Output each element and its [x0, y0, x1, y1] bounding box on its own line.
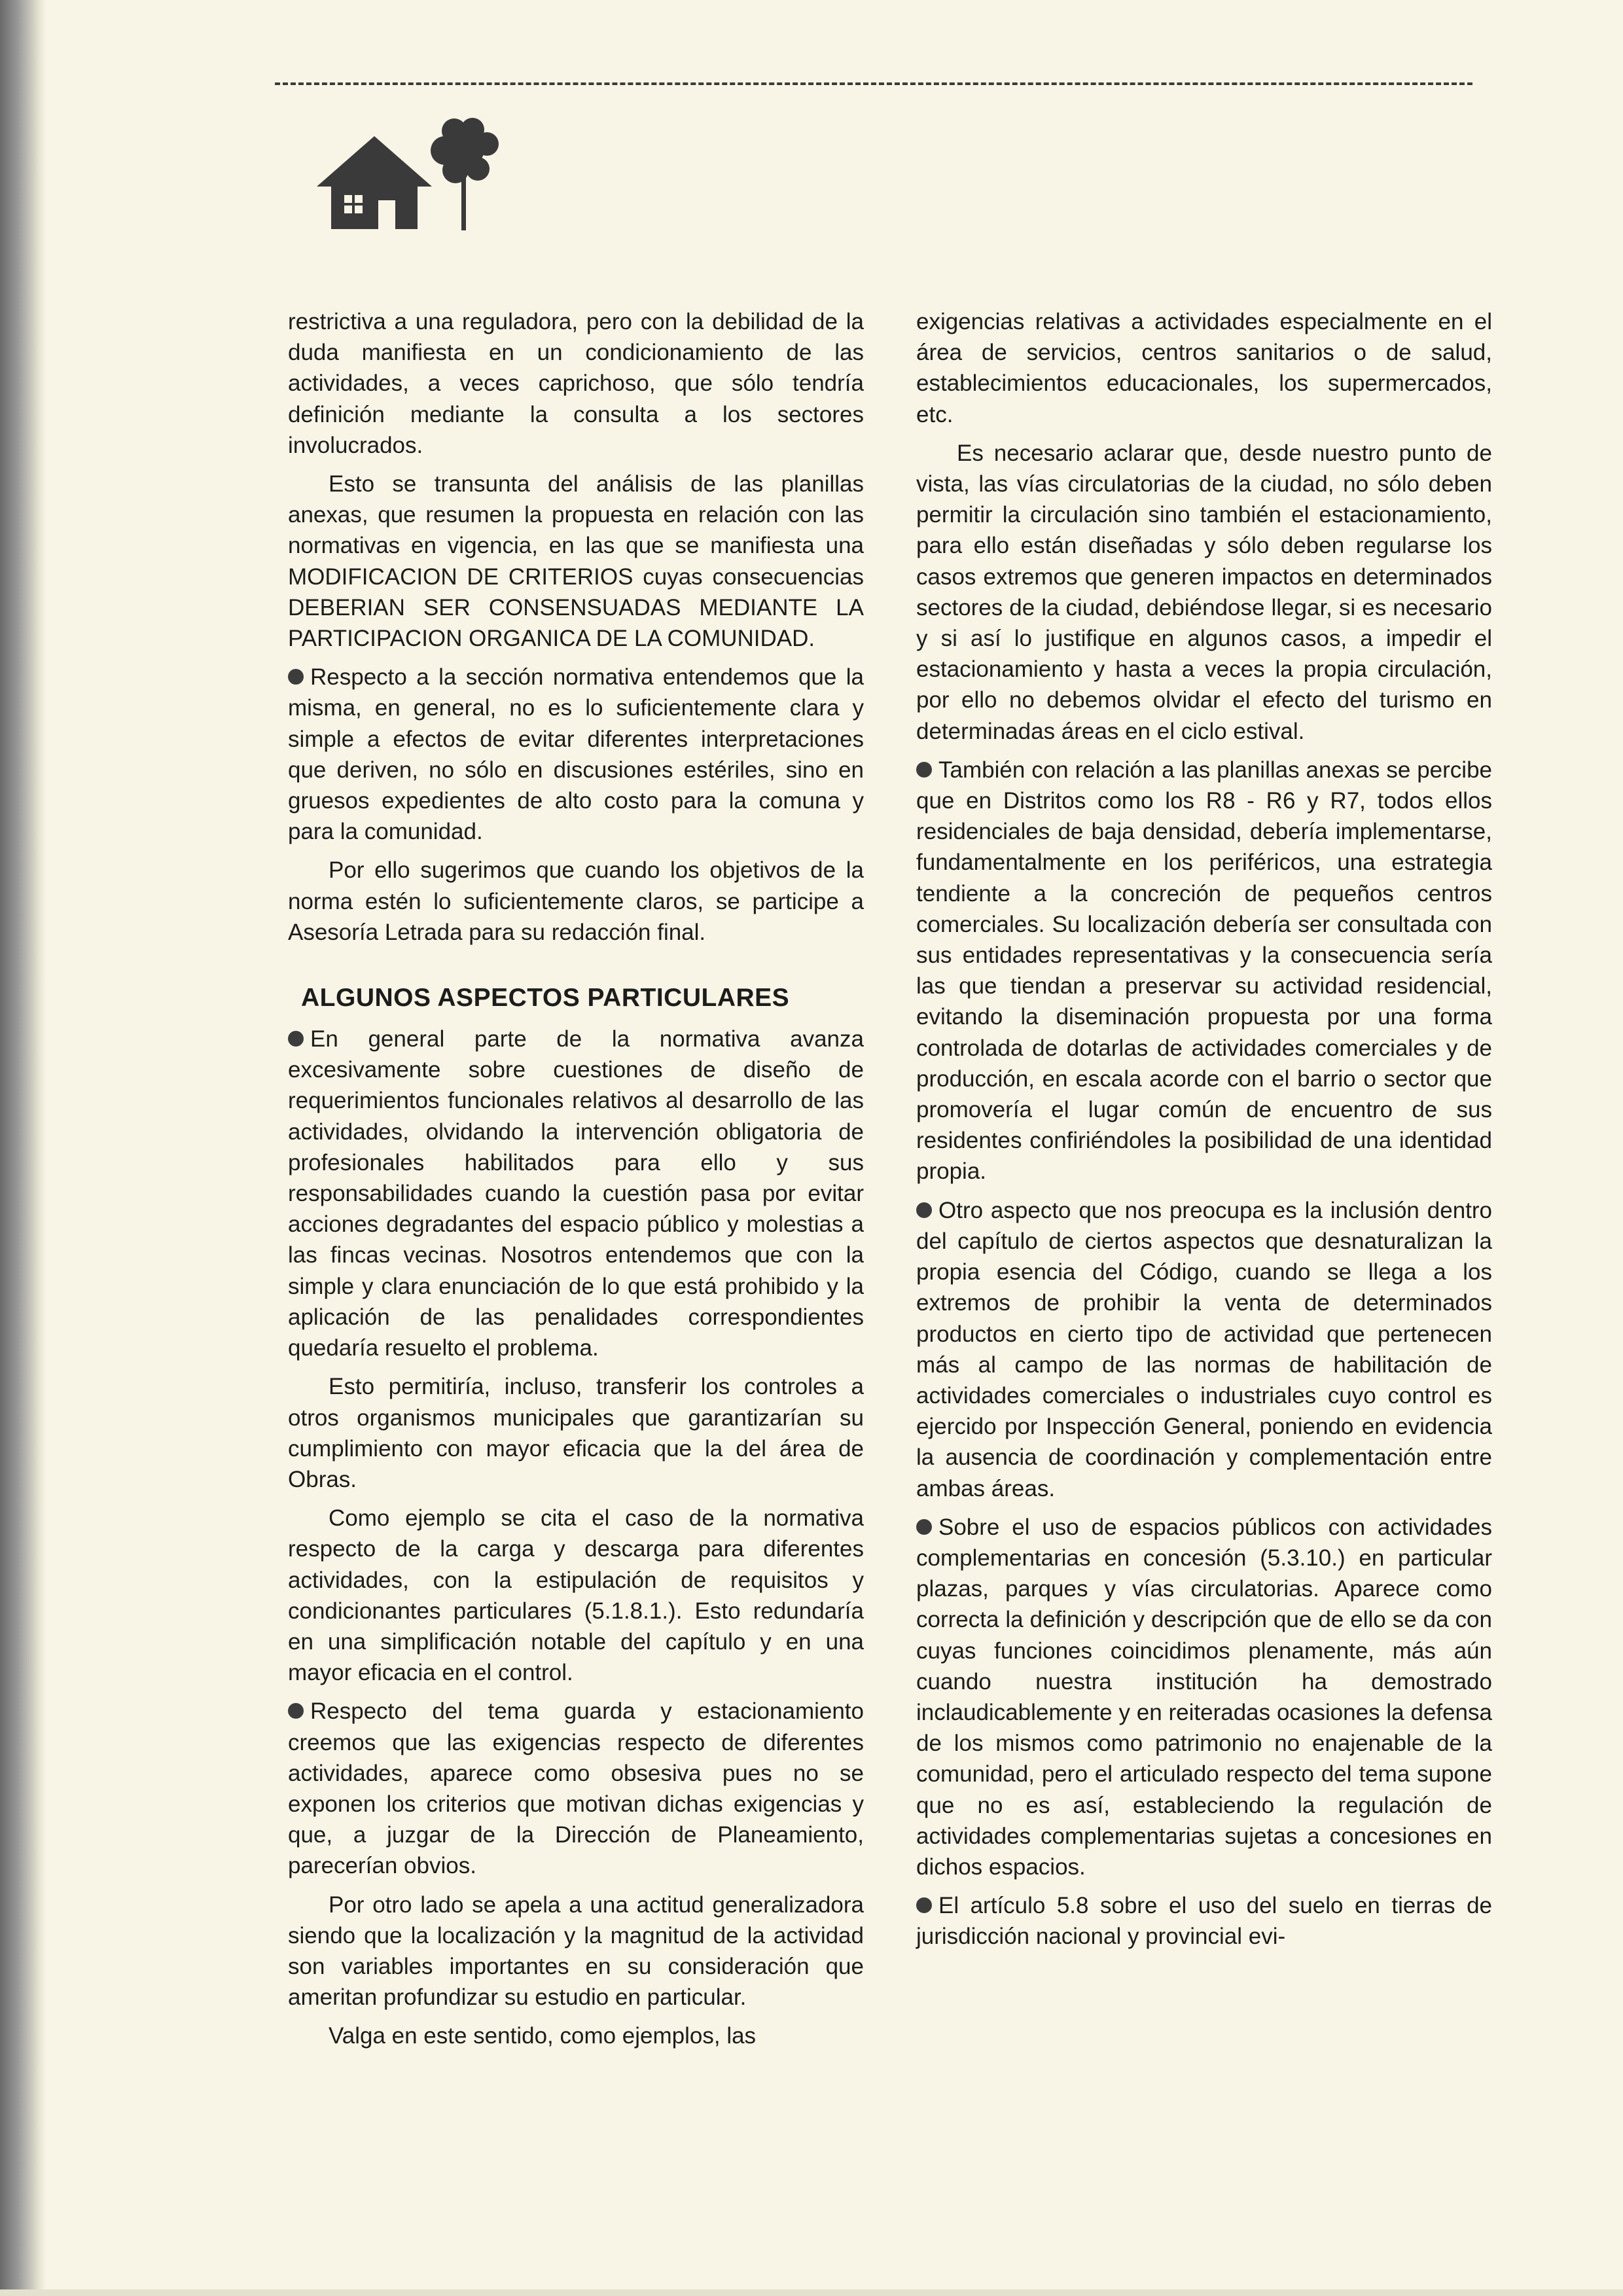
bullet-paragraph: [916, 1195, 1492, 1504]
paragraph-text: También con relación a las planillas anexas se percibe que en Distritos como los R8 - R6 y R7, todos ellos residenciales de baja densidad, debería implementarse, fundamentalmente en los periféricos, una estrategia tendiente a la concreción de pequeños centros comerciales. Su localización debería ser consultada con sus entidades representativas y la consecuencia sería las que tiendan a preservar su actividad residencial, evitando la diseminación propuesta por una forma controlada de dotarlas de actividades comerciales y de producción, en escala acorde con el barrio o sector que promovería el lugar común de encuentro de sus residentes confiriéndoles la posibilidad de una identidad propia.: [916, 757, 1492, 1185]
paragraph: Por otro lado se apela a una actitud generalizadora siendo que la localización y la magnitud de la actividad son variables importantes en su consideración que ameritan profundizar su estudio en particular.: [288, 1892, 864, 2011]
paragraph: Es necesario aclarar que, desde nuestro punto de vista, las vías circulatorias de la ciudad, no sólo deben permitir la circulación sino también el estacionamiento, para ello están diseñadas y sólo deben regularse los casos extremos que generen impactos en determinados sectores de la ciudad, debiéndose llegar, si es necesario y si así lo justifique en algunos casos, a impedir el estacionamiento y hasta a veces la propia circulación, por ello no debemos olvidar el efecto del turismo en determinadas áreas en el ciclo estival.: [916, 440, 1492, 744]
left-column: [288, 306, 864, 2060]
bullet-icon: [916, 1519, 932, 1535]
section-heading: ALGUNOS ASPECTOS PARTICULARES: [301, 984, 790, 1013]
bullet-paragraph: [916, 1890, 1492, 1952]
bullet-paragraph: [288, 1024, 864, 1363]
bullet-icon: [288, 669, 304, 685]
right-column: [916, 306, 1492, 1960]
bullet-icon: [916, 1897, 932, 1913]
paragraph: Esto se transunta del análisis de las planillas anexas, que resumen la propuesta en relación con las normativas en vigencia, en las que se manifiesta una MODIFICACION DE CRITERIOS cuyas consecuencias DEBERIAN SER CONSENSUADAS MEDIANTE LA PARTICIPACION ORGANICA DE LA COMUNIDAD.: [288, 471, 864, 652]
paragraph: Como ejemplo se cita el caso de la normativa respecto de la carga y descarga para diferentes actividades, con la estipulación de requisitos y condicionantes particulares (5.1.8.1.). Esto redundaría en una simplificación notable del capítulo y en una mayor eficacia en el control.: [288, 1505, 864, 1686]
bullet-icon: [288, 1703, 304, 1719]
paragraph-text: Sobre el uso de espacios públicos con actividades complementarias en concesión (5.3.10.) en particular plazas, parques y vías circulatorias. Aparece como correcta la definición y descripción que de ello se da con cuyas funciones coincidimos plenamente, más aún cuando nuestra institución ha demostrado inclaudicablemente y en reiteradas ocasiones la defensa de los mismos como patrimonio no enajenable de la comunidad, pero el articulado respecto del tema supone que no es así, estableciendo la regulación de actividades complementarias sujetas a concesiones en dichos espacios.: [916, 1514, 1492, 1880]
page-bottom-edge: [0, 2289, 1623, 2296]
header-rule: [275, 82, 1472, 85]
paragraph: Por ello sugerimos que cuando los objetivos de la norma estén lo suficientemente claros, se participe a Asesoría Letrada para su redacción final.: [288, 857, 864, 945]
paragraph-text: El artículo 5.8 sobre el uso del suelo en tierras de jurisdicción nacional y provincial evi-: [916, 1893, 1492, 1950]
paragraph: restrictiva a una reguladora, pero con la debilidad de la duda manifiesta en un condicionamiento de las actividades, a veces caprichoso, que sólo tendría definición mediante la consulta a los sectores involucrados.: [288, 309, 864, 458]
bullet-icon: [916, 1202, 932, 1218]
paragraph-text: En general parte de la normativa avanza excesivamente sobre cuestiones de diseño de requerimientos funcionales relativos al desarrollo de las actividades, olvidando la intervención obligatoria de profesionales habilitados para ello y sus responsabilidades cuando la cuestión pasa por evitar acciones degradantes del espacio público y molestias a las fincas vecinas. Nosotros entendemos que con la simple y clara enunciación de lo que está prohibido y la aplicación de las penalidades correspondientes quedaría resuelto el problema.: [288, 1026, 864, 1361]
paragraph: Valga en este sentido, como ejemplos, las: [329, 2023, 757, 2049]
bullet-paragraph: [916, 755, 1492, 1187]
paragraph: exigencias relativas a actividades especialmente en el área de servicios, centros sanitarios o de salud, establecimientos educacionales, los supermercados, etc.: [916, 309, 1492, 427]
paragraph-text: Otro aspecto que nos preocupa es la inclusión dentro del capítulo de ciertos aspectos que desnaturalizan la propia esencia del Código, cuando se llega a los extremos de prohibir la venta de determinados productos en cierto tipo de actividad que pertenecen más al campo de las normas de habilitación de actividades comerciales o industriales cuyo control es ejercido por Inspección General, poniendo en evidencia la ausencia de coordinación y complementación entre ambas áreas.: [916, 1197, 1492, 1501]
bullet-icon: [288, 1031, 304, 1047]
bullet-paragraph: [288, 662, 864, 847]
paragraph-text: Respecto del tema guarda y estacionamiento creemos que las exigencias respecto de diferentes actividades, aparece como obsesiva pues no se exponen los criterios que motivan dichas exigencias y que, a juzgar de la Dirección de Planeamiento, parecerían obvios.: [288, 1698, 864, 1879]
paragraph-text: Respecto a la sección normativa entendemos que la misma, en general, no es lo suficientemente clara y simple a efectos de evitar diferentes interpretaciones que deriven, no sólo en discusiones estériles, sino en gruesos expedientes de alto costo para la comuna y para la comunidad.: [288, 664, 864, 845]
bullet-icon: [916, 762, 932, 778]
bullet-paragraph: [916, 1512, 1492, 1882]
page-binding-shadow: [0, 0, 46, 2296]
bullet-paragraph: [288, 1696, 864, 1881]
paragraph: Esto permitiría, incluso, transferir los controles a otros organismos municipales que garantizarían su cumplimiento con mayor eficacia que la del área de Obras.: [288, 1374, 864, 1492]
house-tree-logo-icon: [315, 117, 512, 234]
